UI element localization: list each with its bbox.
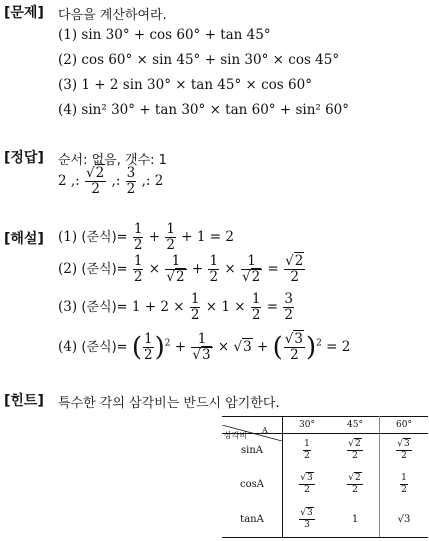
answer-separator: ,: <box>111 173 121 189</box>
row-label: cosA <box>222 468 283 502</box>
answer-separator: ,: <box>70 173 80 189</box>
table-corner-cell <box>222 417 283 440</box>
problem-item-expression: 1 + 2 sin 30° × tan 45° × cos 60° <box>81 77 312 93</box>
corner-ratio-label: 삼각비 <box>224 431 248 440</box>
problem-item-number: (3) <box>58 77 78 93</box>
problem-tag: [문제] <box>4 5 44 21</box>
hint-text: 특수한 각의 삼각비는 반드시 암기한다. <box>58 396 280 411</box>
problem-item-4 <box>58 102 349 118</box>
problem-item-2 <box>58 52 339 68</box>
solution-prefix: (준식)= <box>81 300 128 315</box>
solution-item-number: (2) <box>58 261 78 277</box>
answer-value-3: $\frac{3}{2}$ <box>126 165 136 197</box>
answer-separator: ,: <box>141 173 151 189</box>
problem-intro: 다음을 계산하여라. <box>58 8 167 23</box>
solution-prefix: (준식)= <box>81 340 128 355</box>
solution-line-2: (2) (준식)= $\frac{1}{2}$ × $\frac{1}{√2}$ + $\frac{1}{2}$ × $\frac{1}{√2}$ = $\frac{√2}{2}$ <box>58 253 304 285</box>
answer-value-4: 2 <box>154 173 164 189</box>
problem-item-expression: sin 30° + cos 60° + tan 45° <box>81 27 271 43</box>
solution-line-3: (3) (준식)= 1 + 2 × $\frac{1}{2}$ × 1 × $\frac{1}{2}$ = $\frac{3}{2}$ <box>58 291 293 323</box>
problem-item-expression: cos 60° × sin 45° + sin 30° × cos 45° <box>81 52 340 68</box>
problem-item-number: (1) <box>58 27 78 43</box>
solution-prefix: (준식)= <box>81 262 128 277</box>
answer-tag: [정답] <box>4 150 44 166</box>
trig-ratio-table <box>222 416 428 538</box>
solution-line-4: (4) (준식)= ( $\frac{1}{2}$ )$^2$ + $\frac{1}{√3}$ × √3 + ( $\frac{√3}{2}$ )$^2$ = 2 <box>58 331 351 363</box>
corner-angle-label: A <box>262 426 268 435</box>
table-cell: 1 <box>331 502 380 538</box>
answer-meta: 순서: 없음, 갯수: 1 <box>58 153 167 168</box>
solution-item-number: (3) <box>58 299 78 315</box>
solution-prefix: (준식)= <box>81 230 128 245</box>
problem-item-expression: sin² 30° + tan 30° × tan 60° + sin² 60° <box>81 102 350 118</box>
hint-tag: [힌트] <box>4 393 44 409</box>
problem-item-1 <box>58 27 271 43</box>
table-row: sinA $\frac{1}{2}$ $\frac{√2}{2}$ $\frac{√3}{2}$ <box>222 434 428 468</box>
row-label: tanA <box>222 502 283 538</box>
answer-value-2: $\frac{√2}{2}$ <box>86 165 105 197</box>
table-row: cosA $\frac{√3}{2}$ $\frac{√2}{2}$ $\frac{1}{2}$ <box>222 468 428 502</box>
angle-header: 60° <box>380 417 429 434</box>
problem-item-number: (2) <box>58 52 78 68</box>
table-row: tanA $\frac{√3}{3}$ 1 √3 <box>222 502 428 538</box>
row-label: sinA <box>222 434 283 468</box>
table-cell: √3 <box>380 502 429 538</box>
solution-tag: [해설] <box>4 231 44 247</box>
solution-item-number: (4) <box>58 339 78 355</box>
problem-item-number: (4) <box>58 102 78 118</box>
angle-header: 45° <box>331 417 380 434</box>
angle-header: 30° <box>283 417 332 434</box>
problem-item-3 <box>58 77 312 93</box>
answer-value-1: 2 <box>58 173 67 189</box>
solution-item-number: (1) <box>58 229 78 245</box>
solution-line-1: (1) (준식)= $\frac{1}{2}$ + $\frac{1}{2}$ + 1 = 2 <box>58 221 234 253</box>
answer-values <box>58 166 163 197</box>
table-header-row <box>222 417 428 434</box>
